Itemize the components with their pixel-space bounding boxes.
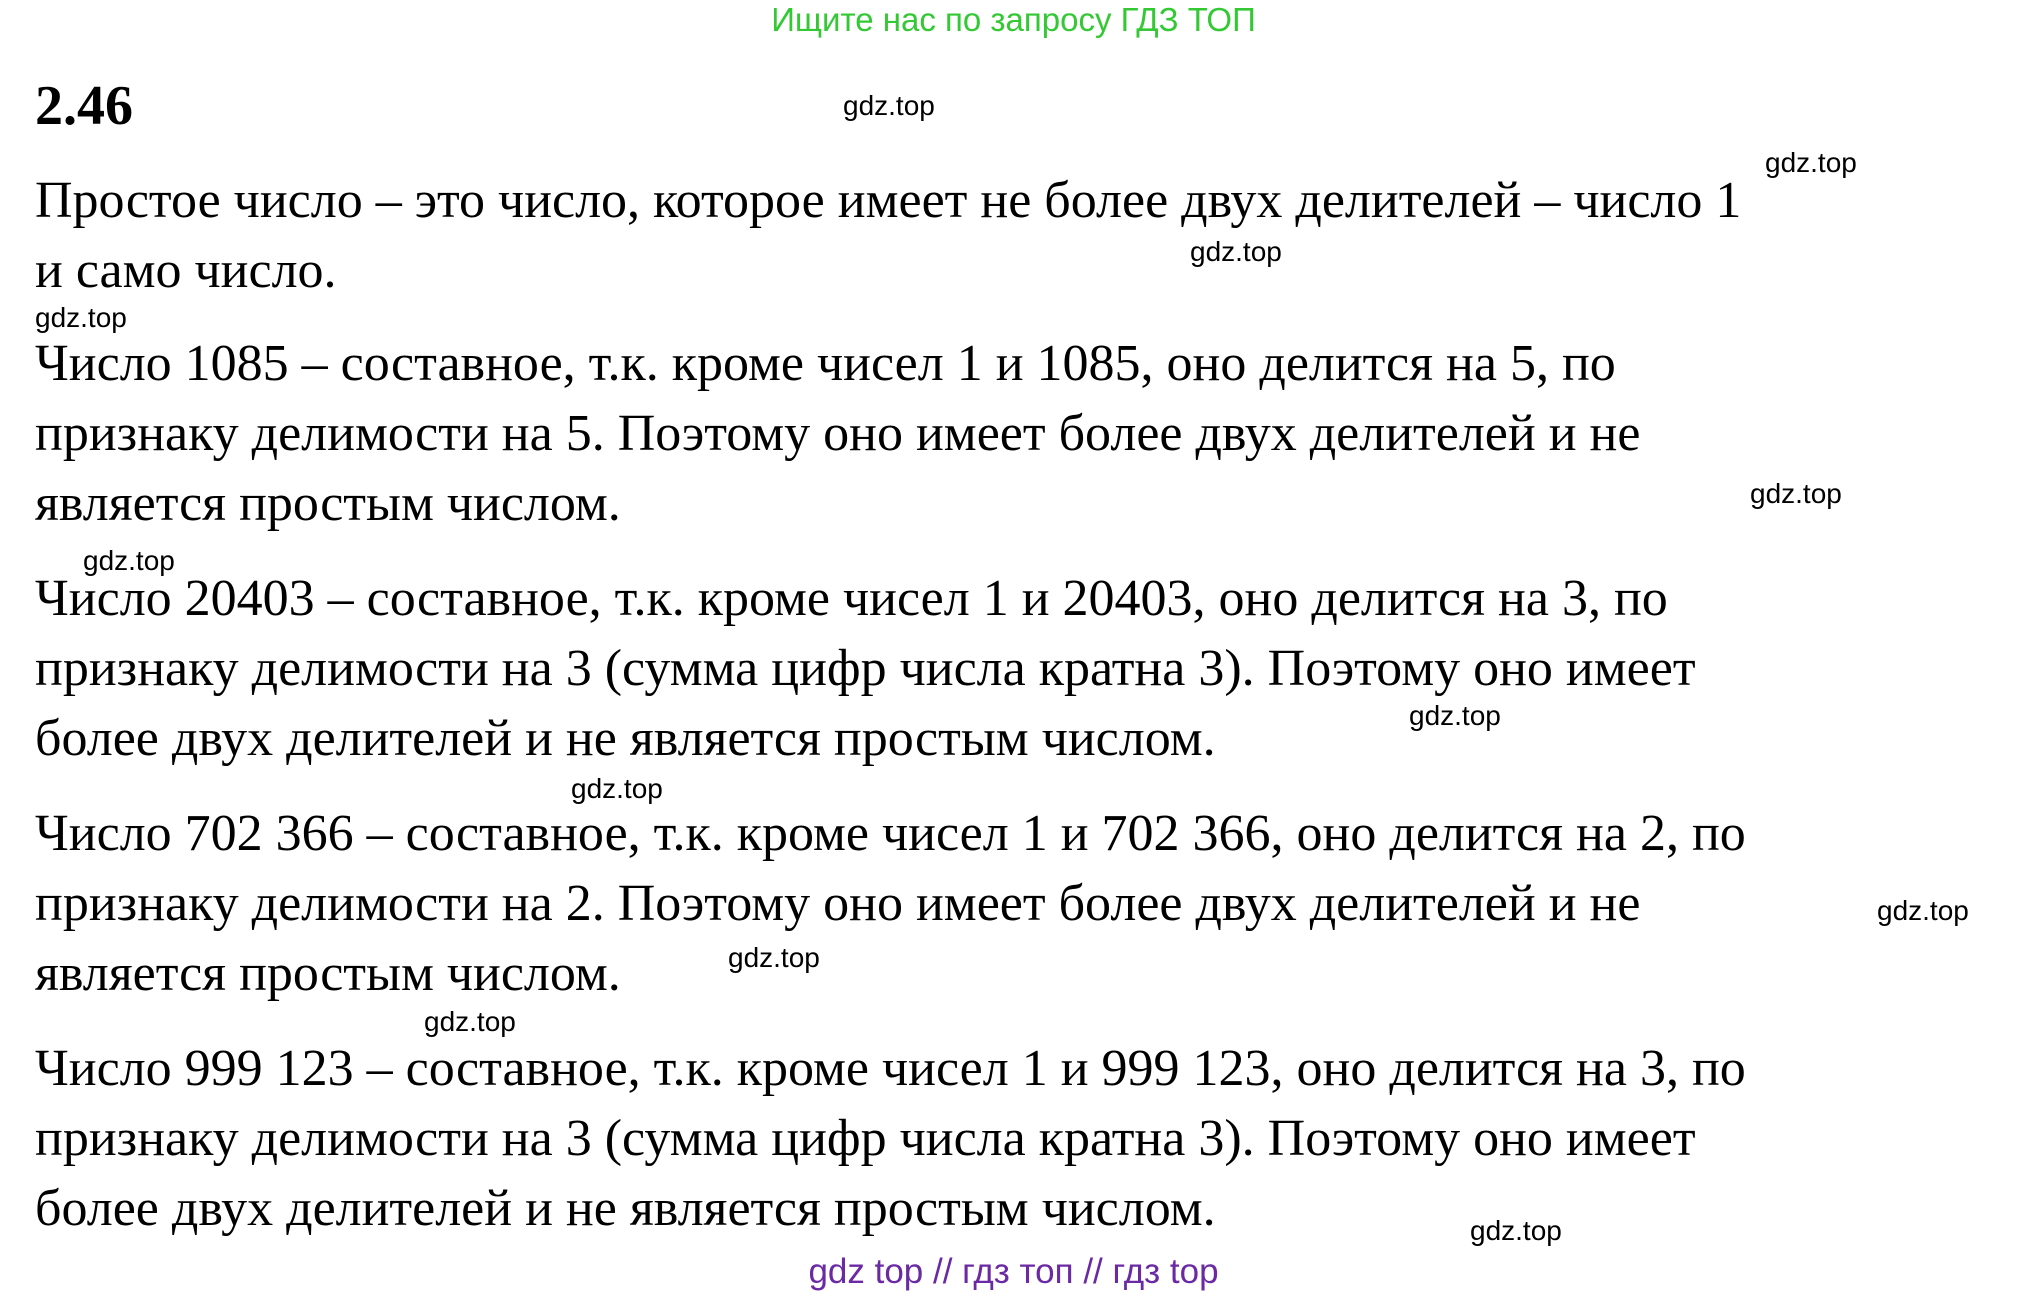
text-line: признаку делимости на 2. Поэтому оно имеет более двух делителей и не [35, 875, 1641, 932]
text-line: Число 1085 – составное, т.к. кроме чисел 1 и 1085, оно делится на 5, по [35, 335, 1616, 392]
paragraph-999123 [35, 1034, 1995, 1244]
watermark: gdz.top [424, 1006, 516, 1037]
text-line: признаку делимости на 3 (сумма цифр числа кратна 3). Поэтому оно имеет [35, 640, 1696, 697]
watermark: gdz.top [83, 545, 175, 576]
text-line: Число 702 366 – составное, т.к. кроме чисел 1 и 702 366, оно делится на 2, по [35, 805, 1746, 862]
watermark: gdz.top [1750, 478, 1842, 509]
text-line: Число 999 123 – составное, т.к. кроме чисел 1 и 999 123, оно делится на 3, по [35, 1040, 1746, 1097]
paragraph-1085 [35, 329, 1995, 539]
watermark: gdz.top [1877, 895, 1969, 926]
watermark: gdz.top [728, 942, 820, 973]
paragraph-definition [35, 166, 1995, 306]
footer-links: gdz top // гдз топ // гдз top [808, 1252, 1219, 1291]
text-line: Простое число – это число, которое имеет не более двух делителей – число 1 [35, 172, 1742, 229]
watermark: gdz.top [843, 90, 935, 121]
search-banner: Ищите нас по запросу ГДЗ ТОП [771, 1, 1256, 38]
text-line: является простым числом. [35, 475, 621, 532]
watermark: gdz.top [1470, 1215, 1562, 1246]
text-line: признаку делимости на 3 (сумма цифр числа кратна 3). Поэтому оно имеет [35, 1110, 1696, 1167]
watermark: gdz.top [1765, 147, 1857, 178]
paragraph-702366 [35, 799, 1995, 1009]
watermark: gdz.top [1409, 700, 1501, 731]
watermark: gdz.top [35, 302, 127, 333]
text-line: является простым числом. [35, 945, 621, 1002]
text-line: и само число. [35, 242, 337, 299]
text-line: более двух делителей и не является простым числом. [35, 1180, 1216, 1237]
watermark: gdz.top [571, 773, 663, 804]
text-line: Число 20403 – составное, т.к. кроме чисел 1 и 20403, оно делится на 3, по [35, 570, 1668, 627]
text-line: более двух делителей и не является простым числом. [35, 710, 1216, 767]
task-number: 2.46 [35, 75, 133, 137]
text-line: признаку делимости на 5. Поэтому оно имеет более двух делителей и не [35, 405, 1641, 462]
paragraph-20403 [35, 564, 1995, 774]
watermark: gdz.top [1190, 236, 1282, 267]
